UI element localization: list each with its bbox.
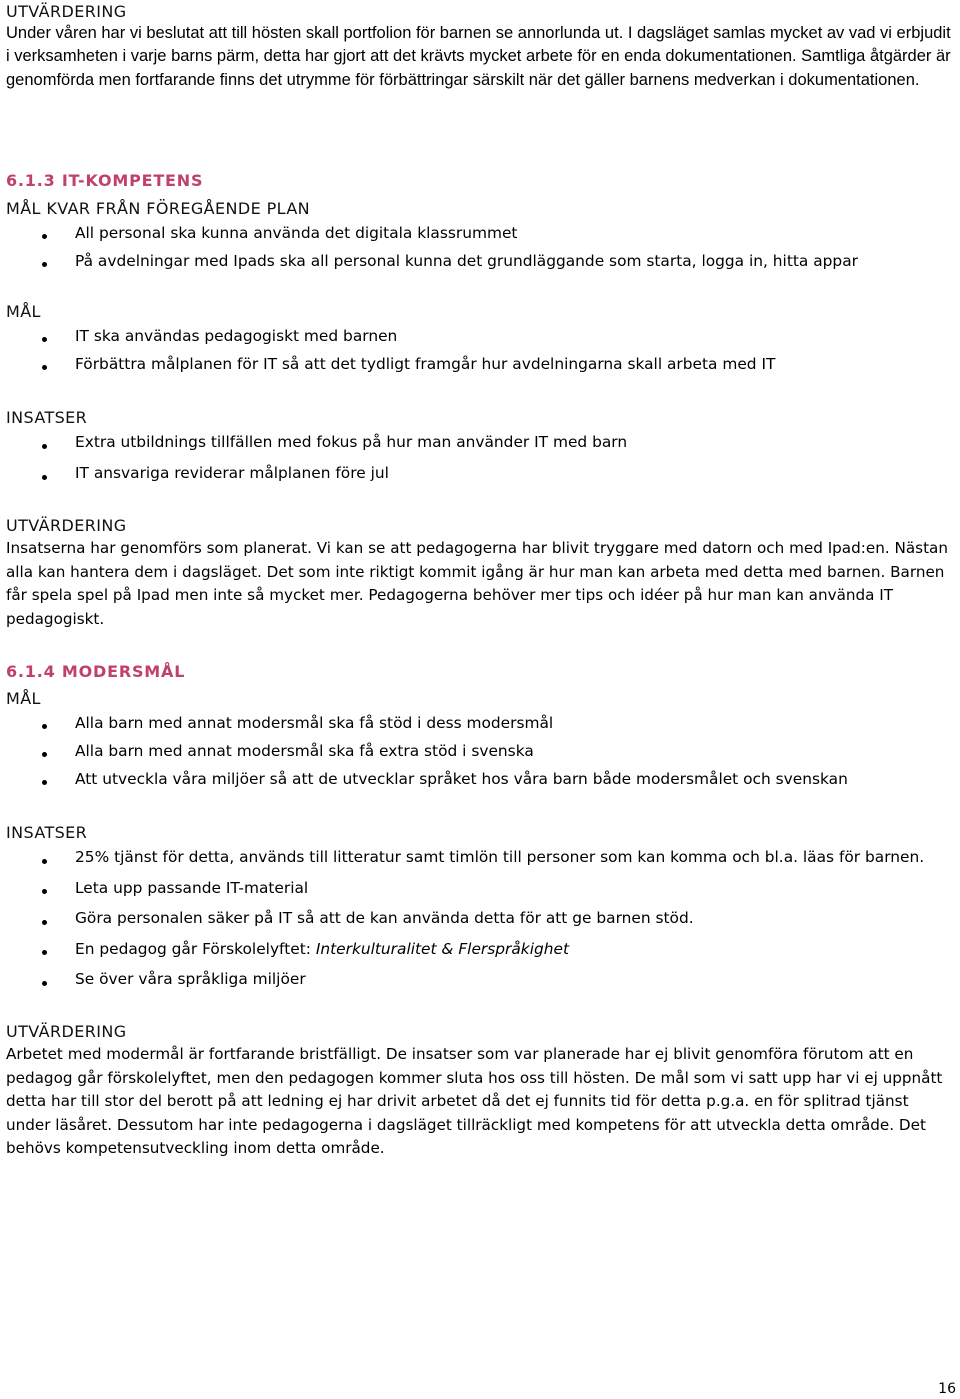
- it-prev-goals-list: [6, 222, 956, 278]
- list-item: Leta upp passande IT-material: [6, 877, 956, 908]
- it-actions-list: [6, 431, 956, 493]
- mt-goals-list: [6, 712, 956, 796]
- list-item: Alla barn med annat modersmål ska få stöd i dess modersmål: [6, 712, 956, 740]
- it-goals-list: [6, 325, 956, 381]
- list-item: Göra personalen säker på IT så att de kan använda detta för att ge barnen stöd.: [6, 907, 956, 938]
- list-item: Se över våra språkliga miljöer: [6, 968, 956, 999]
- mt-evaluation-text: Arbetet med modermål är fortfarande bristfälligt. De insatser som var planerade har ej blivit genomföra förutom att en pedagog går förskolelyftet, men den pedagogen kommer sluta hos oss till hösten. De mål som vi satt upp har vi ej uppnått detta har till stor del berott på att ledning ej har drivit arbetet då det ej funnits tid för detta p.g.a. en för splitrad tjänst under läsåret. Dessutom har inte pedagogerna i dagsläget tillräckligt med kompetens för att utveckla detta område. Det behövs kompetensutveckling inom detta område.: [6, 1045, 943, 1157]
- mt-actions-list: [6, 846, 956, 999]
- it-goals-label: MÅL: [6, 302, 41, 321]
- pedagog-prefix: En pedagog går Förskolelyftet:: [75, 939, 316, 958]
- list-item: [6, 938, 956, 969]
- list-item: Alla barn med annat modersmål ska få extra stöd i svenska: [6, 740, 956, 768]
- heading-modersmal: 6.1.4 MODERSMÅL: [6, 662, 186, 681]
- it-actions-label: INSATSER: [6, 408, 88, 427]
- mt-actions-label: INSATSER: [6, 823, 88, 842]
- mt-goals-label: MÅL: [6, 689, 41, 708]
- section-label-top-evaluation: UTVÄRDERING: [6, 2, 127, 21]
- list-item: 25% tjänst för detta, används till litteratur samt timlön till personer som kan komma och bl.a. läas för barnen.: [6, 846, 956, 877]
- top-evaluation-text: Under våren har vi beslutat att till hösten skall portfolion för barnen se annorlunda ut. I dagsläget samlas mycket av vad vi erbjudit i verksamheten i varje barns pärm, detta har gjort att det krävts mycket arbete för en enda dokumentationen. Samtliga åtgärder är genomförda men fortfarande finns det utrymme för förbättringar särskilt när det gäller barnens medverkan i dokumentationen.: [6, 24, 951, 89]
- list-item: På avdelningar med Ipads ska all personal kunna det grundläggande som starta, logga in, hitta appar: [6, 250, 956, 278]
- mt-evaluation-label: UTVÄRDERING: [6, 1022, 127, 1041]
- list-item: IT ansvariga reviderar målplanen före jul: [6, 462, 956, 493]
- pedagog-course-title: Interkulturalitet & Flerspråkighet: [315, 939, 570, 958]
- list-item: Förbättra målplanen för IT så att det tydligt framgår hur avdelningarna skall arbeta med IT: [6, 353, 956, 381]
- heading-it-kompetens: 6.1.3 IT-KOMPETENS: [6, 171, 204, 190]
- list-item: IT ska användas pedagogiskt med barnen: [6, 325, 956, 353]
- it-prev-goals-label: MÅL KVAR FRÅN FÖREGÅENDE PLAN: [6, 199, 311, 218]
- list-item: Extra utbildnings tillfällen med fokus på hur man använder IT med barn: [6, 431, 956, 462]
- list-item: Att utveckla våra miljöer så att de utvecklar språket hos våra barn både modersmålet och svenskan: [6, 768, 956, 796]
- it-evaluation-label: UTVÄRDERING: [6, 516, 127, 535]
- page-number: 16: [938, 1381, 956, 1397]
- list-item: All personal ska kunna använda det digitala klassrummet: [6, 222, 956, 250]
- it-evaluation-text: Insatserna har genomförs som planerat. Vi kan se att pedagogerna har blivit tryggare med datorn och med Ipad:en. Nästan alla kan hantera dem i dagsläget. Det som inte riktigt kommit igång är hur man kan arbeta med detta med barnen. Barnen får spela spel på Ipad men inte så mycket mer. Pedagogerna behöver mer tips och idéer på hur man kan använda IT pedagogiskt.: [6, 539, 948, 628]
